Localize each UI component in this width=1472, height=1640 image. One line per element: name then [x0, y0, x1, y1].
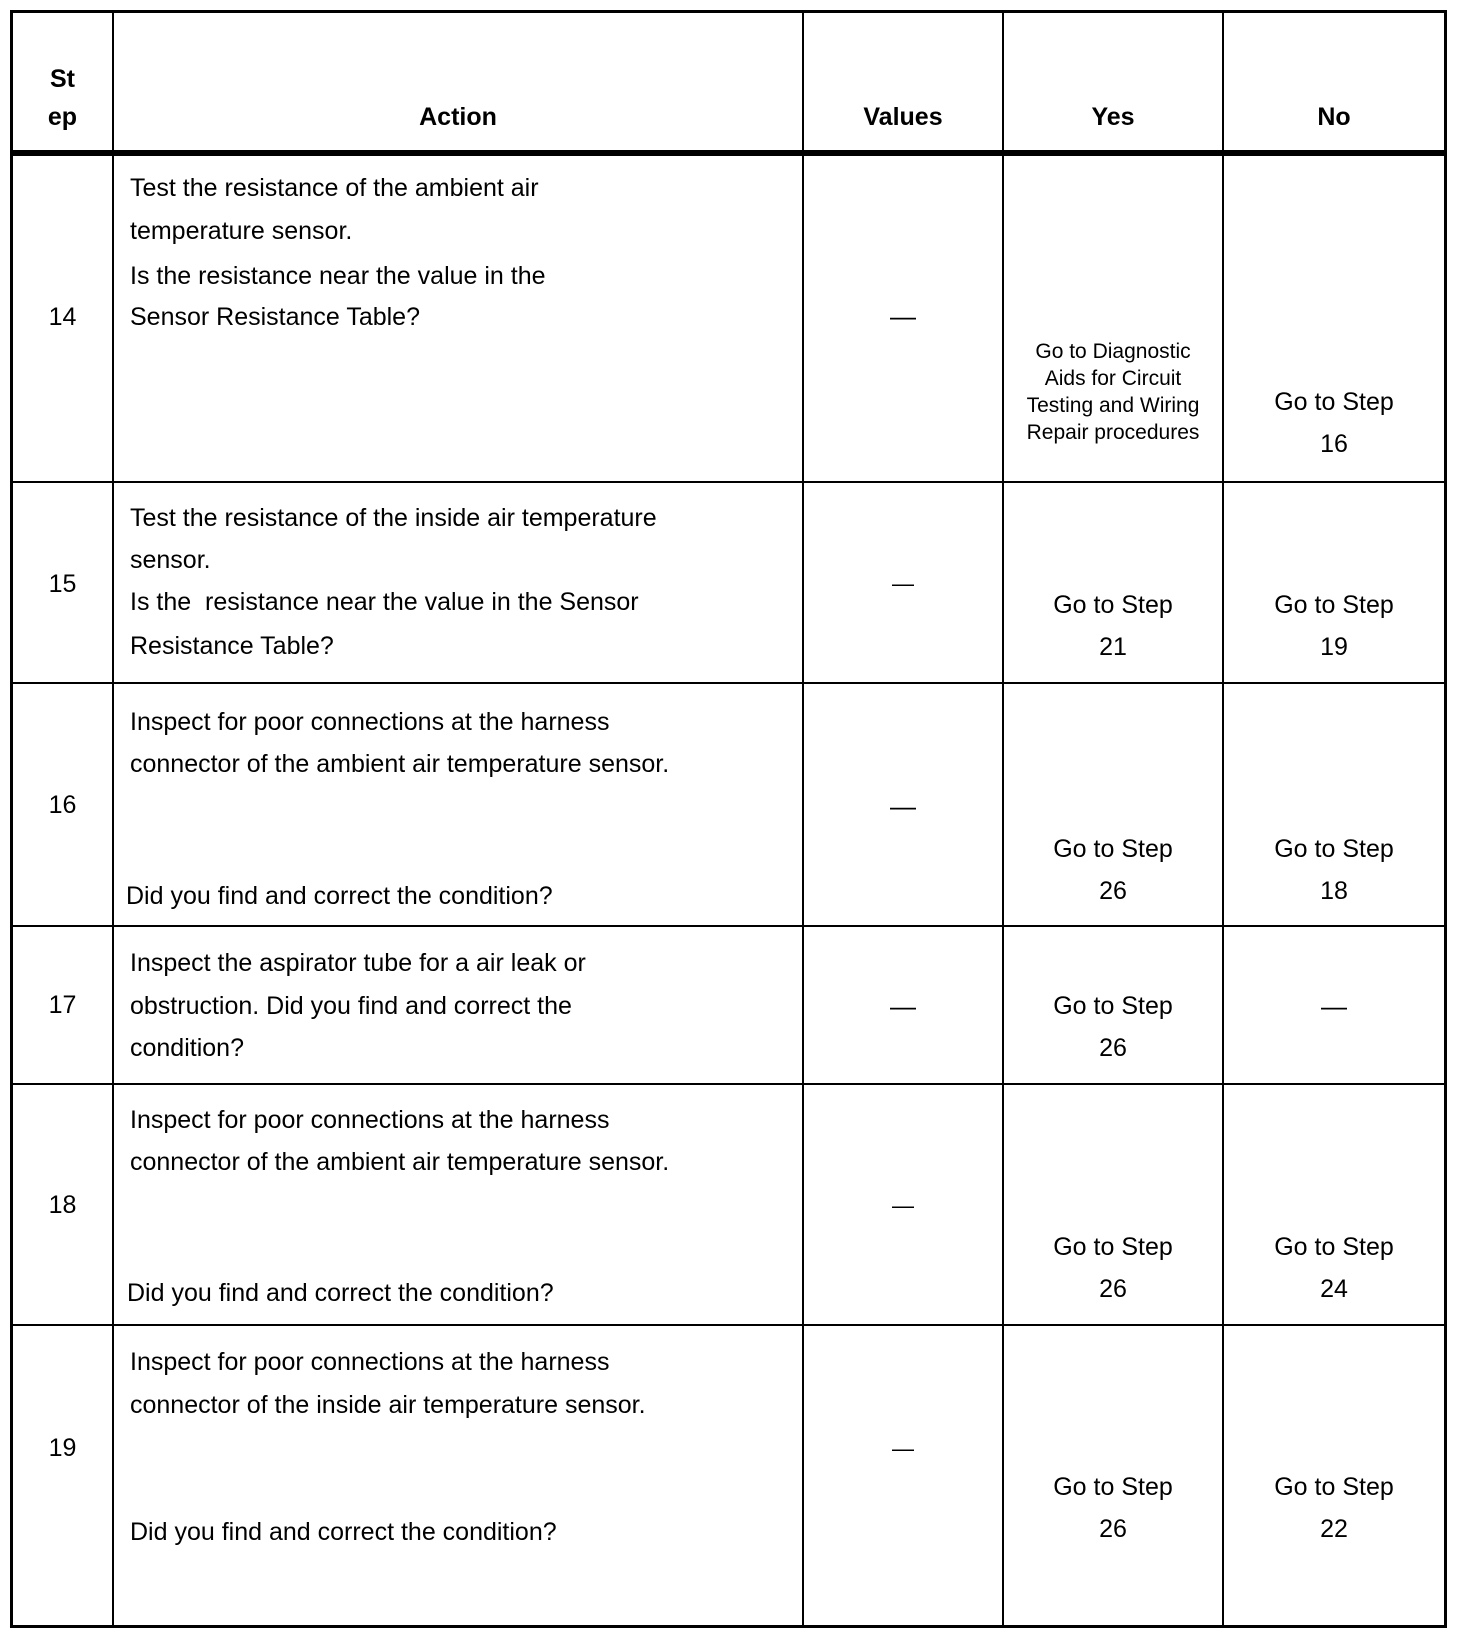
diagnostic-table [10, 10, 1447, 1628]
no-cell [1224, 1085, 1444, 1324]
header-step-cell [13, 13, 114, 150]
table-row [13, 1085, 1444, 1326]
no-link[interactable]: Go to Step 18 [1274, 835, 1394, 905]
header-yes: Yes [1091, 103, 1135, 131]
no-cell [1224, 483, 1444, 682]
action-line: Inspect for poor connections at the harness [130, 1106, 610, 1134]
header-step: St ep [47, 65, 78, 131]
action-line: Test the resistance of the inside air temperature [130, 504, 657, 532]
no-link[interactable]: Go to Step 19 [1274, 591, 1394, 661]
no-dash: — [1321, 991, 1347, 1021]
values-dash: — [892, 1193, 914, 1218]
step-number: 14 [48, 303, 77, 331]
action-line: sensor. [130, 546, 211, 574]
yes-cell [1004, 1326, 1224, 1625]
step-number: 18 [48, 1191, 77, 1219]
step-number: 17 [48, 991, 77, 1019]
table-row [13, 1326, 1444, 1625]
table-row [13, 483, 1444, 684]
step-number: 16 [48, 791, 77, 819]
yes-link[interactable]: Go to Diagnostic Aids for Circuit Testing and Wiring Repair procedures [1026, 340, 1200, 444]
yes-cell [1004, 156, 1224, 481]
step-cell [13, 1326, 114, 1625]
action-line: Inspect for poor connections at the harness [130, 708, 610, 736]
action-line: Is the resistance near the value in the Sensor [130, 588, 639, 616]
action-line: Inspect for poor connections at the harness [130, 1348, 610, 1376]
action-line: Resistance Table? [130, 632, 334, 660]
yes-cell [1004, 927, 1224, 1083]
action-cell [114, 156, 804, 481]
values-cell [804, 1085, 1004, 1324]
action-line: connector of the ambient air temperature sensor. [130, 1148, 670, 1176]
no-link[interactable]: Go to Step 16 [1274, 388, 1394, 458]
yes-cell [1004, 684, 1224, 925]
no-cell [1224, 1326, 1444, 1625]
action-line: Test the resistance of the ambient air [130, 174, 539, 202]
action-cell [114, 483, 804, 682]
yes-link[interactable]: Go to Step 26 [1053, 835, 1173, 905]
yes-link[interactable]: Go to Step 26 [1053, 1233, 1173, 1303]
action-line: connector of the ambient air temperature sensor. [130, 750, 670, 778]
values-cell [804, 1326, 1004, 1625]
action-cell [114, 1326, 804, 1625]
action-line: temperature sensor. [130, 217, 353, 245]
no-link[interactable]: Go to Step 22 [1274, 1473, 1394, 1543]
values-dash: — [892, 1436, 914, 1461]
table-row [13, 927, 1444, 1085]
action-line: Inspect the aspirator tube for a air leak or [130, 949, 586, 977]
action-cell [114, 1085, 804, 1324]
action-line: obstruction. Did you find and correct the [130, 992, 572, 1020]
header-no-cell [1224, 13, 1444, 150]
action-line: condition? [130, 1034, 244, 1062]
action-line: connector of the inside air temperature sensor. [130, 1391, 646, 1419]
header-no: No [1317, 103, 1351, 131]
action-cell [114, 684, 804, 925]
no-cell [1224, 684, 1444, 925]
values-cell [804, 927, 1004, 1083]
values-dash: — [890, 301, 916, 331]
step-cell [13, 1085, 114, 1324]
values-dash: — [890, 791, 916, 821]
values-cell [804, 483, 1004, 682]
action-line: Did you find and correct the condition? [126, 882, 553, 910]
header-action-cell [114, 13, 804, 150]
step-cell [13, 156, 114, 481]
values-cell [804, 684, 1004, 925]
values-cell [804, 156, 1004, 481]
values-dash: — [890, 991, 916, 1021]
action-line: Is the resistance near the value in the [130, 262, 546, 290]
yes-link[interactable]: Go to Step 26 [1053, 992, 1173, 1062]
step-cell [13, 684, 114, 925]
step-cell [13, 927, 114, 1083]
step-cell [13, 483, 114, 682]
header-action: Action [419, 103, 497, 131]
yes-cell [1004, 483, 1224, 682]
header-values-cell [804, 13, 1004, 150]
no-cell [1224, 156, 1444, 481]
yes-link[interactable]: Go to Step 21 [1053, 591, 1173, 661]
step-number: 19 [48, 1434, 77, 1462]
table-header [13, 13, 1444, 156]
action-line: Did you find and correct the condition? [127, 1279, 554, 1307]
table-row [13, 156, 1444, 483]
action-cell [114, 927, 804, 1083]
no-link[interactable]: Go to Step 24 [1274, 1233, 1394, 1303]
table-row [13, 684, 1444, 927]
header-values: Values [863, 103, 943, 131]
action-line: Did you find and correct the condition? [130, 1518, 557, 1546]
yes-link[interactable]: Go to Step 26 [1053, 1473, 1173, 1543]
header-yes-cell [1004, 13, 1224, 150]
action-line: Sensor Resistance Table? [130, 303, 420, 331]
step-number: 15 [48, 570, 77, 598]
no-cell [1224, 927, 1444, 1083]
yes-cell [1004, 1085, 1224, 1324]
values-dash: — [892, 571, 914, 596]
